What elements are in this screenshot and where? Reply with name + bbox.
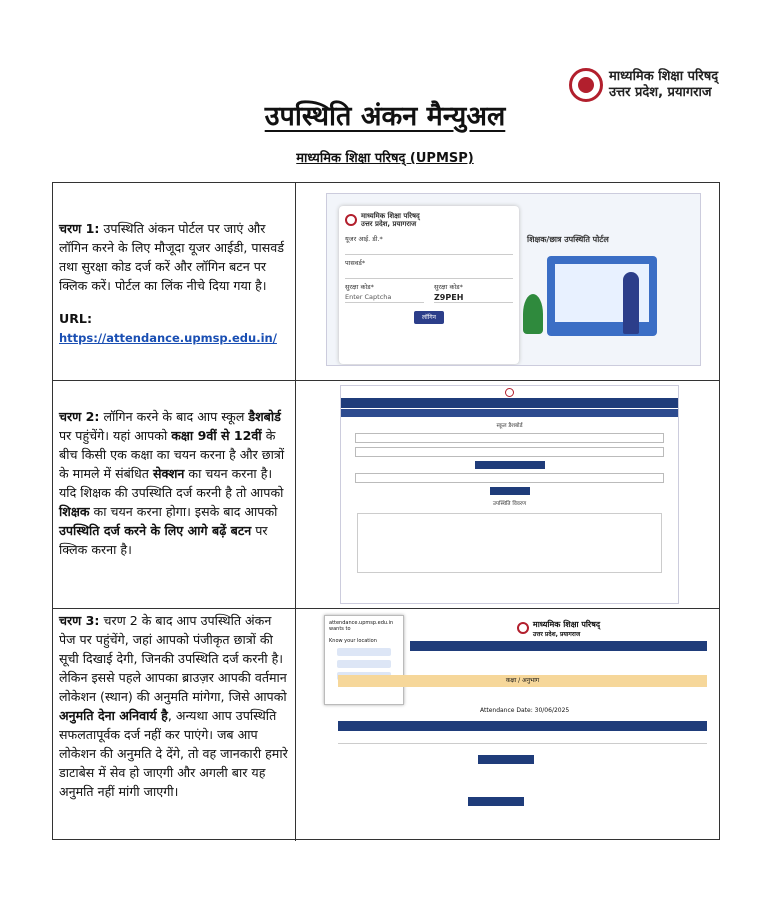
save-all-button[interactable] bbox=[468, 797, 524, 806]
class-banner: कक्षा / अनुभाग bbox=[338, 675, 707, 687]
body-text: का चयन करना होगा। इसके बाद आपको bbox=[89, 504, 278, 519]
emphasis-text: डैशबोर्ड bbox=[248, 409, 281, 424]
steps-table bbox=[52, 182, 720, 840]
proceed-button[interactable] bbox=[475, 461, 545, 469]
step-2-text bbox=[53, 381, 296, 608]
attendance-screenshot bbox=[320, 611, 711, 811]
school-name-bar bbox=[410, 655, 707, 665]
class-select[interactable] bbox=[355, 433, 664, 443]
portal-title: शिक्षक/छात्र उपस्थिति पोर्टल bbox=[527, 235, 609, 244]
shot3-org2: उत्तर प्रदेश, प्रयागराज bbox=[532, 630, 581, 638]
student-table-row[interactable] bbox=[338, 732, 707, 744]
dashboard-screenshot bbox=[340, 385, 679, 604]
body-text: का चयन करना है। यदि शिक्षक की उपस्थिति दर्ज करनी है तो आपको bbox=[59, 466, 284, 500]
step-3-body bbox=[59, 613, 288, 799]
body-text: लॉगिन करने के बाद आप स्कूल bbox=[103, 409, 249, 424]
password-field[interactable] bbox=[345, 267, 513, 279]
org-name-line1: माध्यमिक शिक्षा परिषद् bbox=[609, 69, 719, 84]
org-name-line2: उत्तर प्रदेश, प्रयागराज bbox=[609, 85, 712, 100]
emphasis-text: कक्षा 9वीं से 12वीं bbox=[171, 428, 262, 443]
person-illustration bbox=[623, 272, 639, 334]
dashboard-heading: स्कूल डैशबोर्ड bbox=[496, 423, 523, 429]
stats-box bbox=[357, 513, 662, 573]
shot3-org1: माध्यमिक शिक्षा परिषद् bbox=[532, 619, 601, 629]
login-form bbox=[339, 206, 519, 364]
stats-heading: उपस्थिति विवरण bbox=[492, 501, 527, 507]
captcha-label: सुरक्षा कोड* bbox=[345, 283, 374, 291]
monitor-illustration bbox=[547, 256, 657, 336]
school-bar bbox=[341, 409, 678, 417]
seal-icon bbox=[517, 622, 529, 634]
step-2-label: चरण 2: bbox=[59, 409, 100, 424]
allow-this-time-button[interactable] bbox=[337, 660, 391, 668]
step-1-label: चरण 1: bbox=[59, 221, 100, 236]
user-id-label: यूजर आई. डी.* bbox=[345, 235, 383, 243]
step-row-1 bbox=[53, 183, 719, 381]
shot3-nav bbox=[410, 641, 707, 651]
portal-link[interactable]: https://attendance.upmsp.edu.in/ bbox=[59, 331, 277, 345]
emphasis-text: उपस्थिति दर्ज करने के लिए आगे बढ़ें बटन bbox=[59, 523, 252, 538]
step-3-label: चरण 3: bbox=[59, 613, 100, 628]
step-2-screenshot bbox=[296, 381, 719, 608]
shot3-header bbox=[410, 615, 707, 641]
step-row-3 bbox=[53, 609, 719, 841]
page-subtitle: माध्यमिक शिक्षा परिषद् (UPMSP) bbox=[296, 151, 474, 166]
page-title: उपस्थिति अंकन मैन्युअल bbox=[264, 101, 506, 132]
body-text: पर क्लिक करना है। bbox=[59, 523, 268, 557]
login-button[interactable]: लॉगिन bbox=[414, 311, 444, 324]
allow-while-visiting-button[interactable] bbox=[337, 648, 391, 656]
save-attendance-button[interactable] bbox=[478, 755, 534, 764]
location-permission-popup bbox=[324, 615, 404, 705]
step-3-text bbox=[53, 609, 296, 841]
body-text: के बीच किसी एक कक्षा का चयन करना है और छात्रों के मामले में संबंधित bbox=[59, 428, 285, 481]
captcha-label-2: सुरक्षा कोड* bbox=[434, 283, 463, 291]
body-text: चरण 2 के बाद आप उपस्थिति अंकन पेज पर पहुंचेंगे, जहां आपको पंजीकृत छात्रों की सूची दिखाई देगी, जिनकी उपस्थिति दर्ज करनी है। लेकिन इससे पहले आपका ब्राउज़र आपकी वर्तमान लोकेशन (स्थान) की अनुमति मांगेगा, जिसे आपको bbox=[59, 613, 287, 704]
body-text: पर पहुंचेंगे। यहां आपको bbox=[59, 428, 172, 443]
login-page-screenshot bbox=[326, 193, 701, 366]
popup-option: Know your location bbox=[329, 638, 377, 644]
emphasis-text: अनुमति देना अनिवार्य है bbox=[59, 708, 168, 723]
teacher-button[interactable] bbox=[490, 487, 530, 495]
seal-icon bbox=[505, 388, 514, 397]
body-text: , अन्यथा आप उपस्थिति सफलतापूर्वक दर्ज नहीं कर पाएंगे। जब आप लोकेशन की अनुमति दे देंगे, तो वह जानकारी हमारे डाटाबेस में सेव हो जाएगी और अगली बार यह अनुमति नहीं मांगी जाएगी। bbox=[59, 708, 288, 799]
captcha-image: Z9PEH bbox=[434, 291, 513, 303]
step-1-body: उपस्थिति अंकन पोर्टल पर जाएं और लॉगिन करने के लिए मौजूदा यूजर आईडी, पासवर्ड तथा सुरक्षा कोड दर्ज करें और लॉगिन बटन पर क्लिक करें। पोर्टल का लिंक नीचे दिया गया है। bbox=[59, 221, 285, 293]
step-1-text bbox=[53, 183, 296, 380]
plant-illustration bbox=[523, 294, 543, 334]
section-select[interactable] bbox=[355, 447, 664, 457]
step-1-screenshot bbox=[296, 183, 719, 380]
step-row-2 bbox=[53, 381, 719, 609]
shot1-org1: माध्यमिक शिक्षा परिषद् bbox=[361, 212, 420, 220]
user-id-field[interactable] bbox=[345, 243, 513, 255]
student-table-header bbox=[338, 721, 707, 731]
attendance-date: Attendance Date: 30/06/2025 bbox=[480, 707, 570, 714]
shot1-org2: उत्तर प्रदेश, प्रयागराज bbox=[361, 220, 417, 228]
top-nav bbox=[341, 398, 678, 408]
emphasis-text: सेक्शन bbox=[152, 466, 185, 481]
url-label: URL: bbox=[59, 311, 92, 326]
step-3-screenshot bbox=[296, 609, 719, 841]
popup-title: attendance.upmsp.edu.in wants to bbox=[329, 620, 394, 632]
teacher-select[interactable] bbox=[355, 473, 664, 483]
captcha-input[interactable]: Enter Captcha bbox=[345, 291, 424, 303]
password-label: पासवर्ड* bbox=[345, 259, 366, 267]
emphasis-text: शिक्षक bbox=[59, 504, 90, 519]
step-2-body bbox=[59, 409, 284, 557]
seal-icon bbox=[345, 214, 357, 226]
